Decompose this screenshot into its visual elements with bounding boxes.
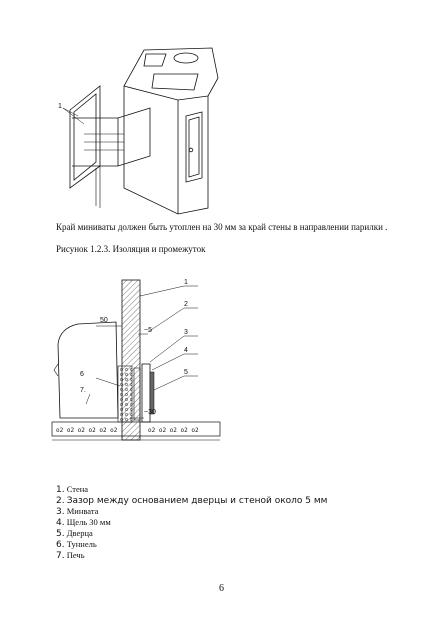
insulation-section-drawing bbox=[44, 272, 226, 460]
callout-2: 2 bbox=[184, 301, 188, 308]
legend-number: 4. bbox=[56, 518, 65, 528]
legend-text: Зазор между основанием дверцы и стеной около 5 мм bbox=[66, 496, 328, 506]
callout-7: 7. bbox=[80, 387, 86, 394]
legend-item bbox=[56, 484, 327, 495]
dimension-30: ~30 bbox=[144, 409, 156, 416]
svg-text:o2 o2 o2 o2 o2 o2: o2 o2 o2 o2 o2 o2 bbox=[56, 427, 118, 434]
dimension-50: 50 bbox=[100, 317, 108, 324]
legend-text: Печь bbox=[66, 550, 85, 560]
stove-isometric-drawing bbox=[58, 38, 228, 218]
callout-3: 3 bbox=[184, 329, 188, 336]
page-number: 6 bbox=[219, 583, 224, 594]
legend-number: 7. bbox=[56, 551, 65, 561]
legend-text: Дверца bbox=[66, 528, 93, 538]
figure-caption: Рисунок 1.2.3. Изоляция и промежуток bbox=[56, 244, 206, 254]
legend-text: Минвата bbox=[66, 506, 99, 516]
legend-number: 3. bbox=[56, 507, 65, 517]
legend-item bbox=[56, 550, 327, 561]
legend-number: 6. bbox=[56, 540, 65, 550]
callout-4: 4 bbox=[184, 347, 188, 354]
legend-item bbox=[56, 539, 327, 550]
callout-1: 1 bbox=[184, 279, 188, 286]
legend-item bbox=[56, 517, 327, 528]
legend-text: Стена bbox=[66, 484, 89, 494]
component-legend bbox=[56, 484, 327, 561]
legend-item bbox=[56, 528, 327, 539]
legend-item bbox=[56, 495, 327, 506]
legend-number: 5. bbox=[56, 529, 65, 539]
dimension-5: ~5 bbox=[144, 327, 152, 334]
svg-text:o2 o2 o2 o2 o2: o2 o2 o2 o2 o2 bbox=[148, 427, 199, 434]
callout-5: 5 bbox=[184, 369, 188, 376]
legend-number: 2. bbox=[56, 496, 65, 506]
instruction-text: Край миниваты должен быть утоплен на 30 мм за край стены в направлении парилки . bbox=[56, 222, 388, 232]
legend-number: 1. bbox=[56, 485, 65, 495]
legend-text: Туннель bbox=[66, 539, 97, 549]
callout-6: 6 bbox=[80, 371, 84, 378]
legend-item bbox=[56, 506, 327, 517]
legend-text: Щель 30 мм bbox=[66, 517, 111, 527]
top-callout-1: 1 bbox=[58, 103, 62, 110]
